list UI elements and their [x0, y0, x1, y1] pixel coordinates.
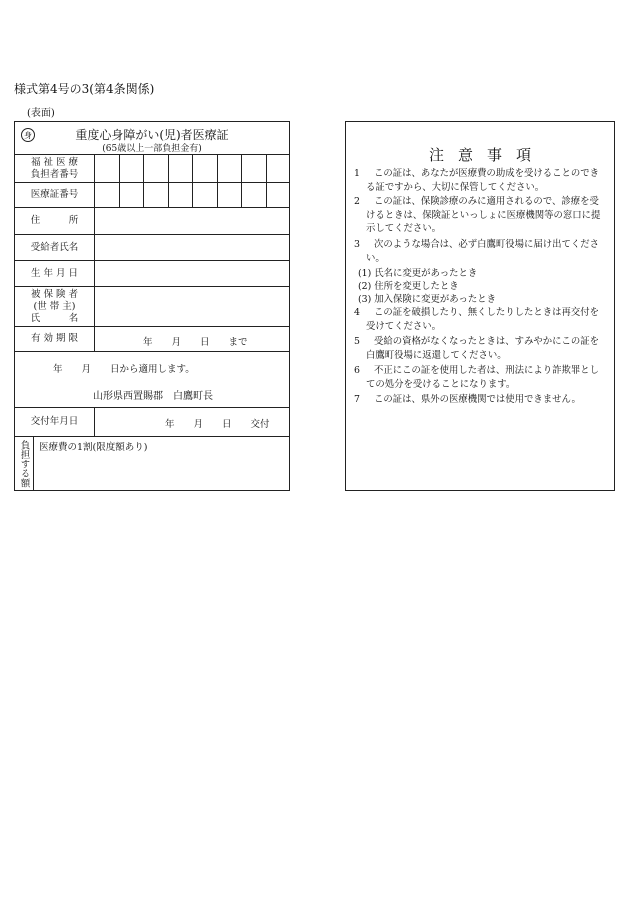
- issue-date-row: [15, 407, 289, 436]
- notes-panel: [345, 121, 615, 491]
- note-sub-item: (3) 加入保険に変更があったとき: [358, 294, 497, 305]
- note-item: 3 次のような場合は、必ず白鷹町役場に届け出てください。: [354, 239, 600, 264]
- burden-label: 負担する額: [15, 437, 34, 491]
- note-sub-item: (1) 氏名に変更があったとき: [358, 268, 478, 279]
- note-item: 6 不正にこの証を使用した者は、刑法により詐欺罪としての処分を受けることになります。: [354, 365, 600, 390]
- side-label: (表面): [27, 108, 55, 119]
- cert-number-label: 医療証番号: [15, 183, 95, 207]
- insured-row: [15, 286, 289, 326]
- body-mark-icon: 身: [21, 128, 35, 142]
- issuer-name: 山形県西置賜郡 白鷹町長: [93, 391, 213, 402]
- note-item: 7 この証は、県外の医療機関では使用できません。: [354, 394, 581, 405]
- recipient-row: [15, 234, 289, 260]
- issue-date-value: 年 月 日 交付: [165, 419, 270, 430]
- notes-title: 注意事項: [428, 146, 545, 164]
- note-item: 1 この証は、あなたが医療費の助成を受けることのできる証ですから、大切に保管してください。: [354, 168, 600, 193]
- validity-row: [15, 326, 289, 351]
- note-sub-item: (2) 住所を変更したとき: [358, 281, 459, 292]
- recipient-label: 受給者氏名: [15, 235, 95, 260]
- burden-row: [15, 436, 289, 491]
- issue-date-label: 交付年月日: [15, 408, 95, 436]
- insured-label: 被 保 険 者 (世 帯 主) 氏 名: [15, 287, 95, 326]
- apply-text: 年 月 日から適用します。: [53, 364, 195, 375]
- welfare-number-label: 福 祉 医 療 負担者番号: [15, 155, 95, 182]
- note-item: 2 この証は、保険診療のみに適用されるので、診療を受けるときは、保険証といっしょに医療機関等の窓口に提示してください。: [354, 196, 601, 234]
- note-item: 4 この証を破損したり、無くしたりしたときは再交付を受けてください。: [354, 307, 600, 332]
- apply-row: [15, 351, 289, 407]
- birth-label: 生 年 月 日: [15, 261, 95, 286]
- birth-row: [15, 260, 289, 286]
- card-subtitle: (65歳以上一部負担金有): [102, 144, 202, 154]
- card-title: 重度心身障がい(児)者医療証: [75, 128, 229, 142]
- certificate-card: [14, 121, 290, 491]
- burden-value: 医療費の1割(限度額あり): [39, 442, 148, 453]
- address-row: [15, 207, 289, 234]
- validity-label: 有 効 期 限: [15, 327, 95, 351]
- address-label: 住 所: [15, 208, 95, 234]
- cert-number-row: [15, 182, 289, 207]
- note-item: 5 受給の資格がなくなったときは、すみやかにこの証を白鷹町役場に返還してください。: [354, 336, 600, 361]
- form-number: 様式第4号の3(第4条関係): [14, 82, 155, 96]
- validity-value: 年 月 日 まで: [143, 337, 248, 348]
- welfare-number-row: [15, 154, 289, 182]
